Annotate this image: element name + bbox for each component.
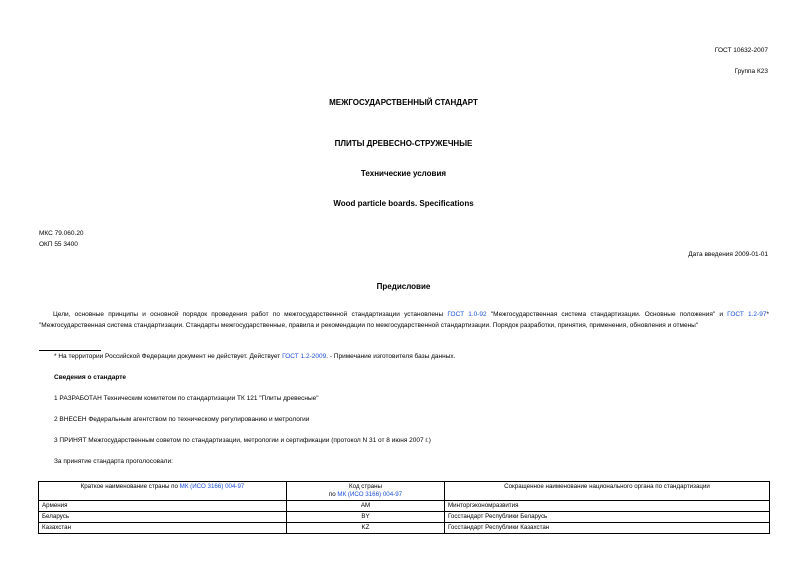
table-row <box>39 501 770 512</box>
preface-text-3: * "Межгосударственная система стандартизации. Стандарты межгосударственные, правила и рекомендации по межгосударственной стандартизации. Порядок разработки, принятия, применения, обновления и отмены" <box>39 311 769 329</box>
header-standards-body: Сокращенное наименование национального органа по стандартизации <box>445 482 770 501</box>
country-name: Армения <box>39 501 287 512</box>
doc-number: ГОСТ 10632-2007 <box>714 47 768 54</box>
document-title: ПЛИТЫ ДРЕВЕСНО-СТРУЖЕЧНЫЕ <box>334 139 473 148</box>
about-item-3: 3 ПРИНЯТ Межгосударственным советом по стандартизации, метрологии и сертификации (протокол N 31 от 8 июня 2007 г.) <box>54 437 431 444</box>
about-item-2: 2 ВНЕСЕН Федеральным агентством по техническому регулированию и метрологии <box>54 416 310 423</box>
table-row <box>39 512 770 523</box>
document-subtitle: Технические условия <box>360 169 447 178</box>
standards-body: Госстандарт Республики Казахстан <box>445 523 770 534</box>
document-title-english: Wood particle boards. Specifications <box>333 199 474 208</box>
country-name: Беларусь <box>39 512 287 523</box>
footnote-text-2: . - Примечание изготовителя базы данных. <box>326 353 456 360</box>
country-name: Казахстан <box>39 523 287 534</box>
link-mk-iso-3166-col2[interactable]: МК (ИСО 3166) 004-97 <box>337 491 403 498</box>
header-code-line1: Код страны <box>349 483 382 490</box>
group-code: Группа К23 <box>734 68 768 75</box>
link-gost-1-0-92[interactable]: ГОСТ 1.0-92 <box>447 311 487 318</box>
preface-text-1: Цели, основные принципы и основной порядок проведения работ по межгосударственной стандартизации установлены <box>53 311 448 318</box>
footnote-text-1: * На территории Российской Федерации документ не действует. Действует <box>54 353 283 360</box>
standard-type: МЕЖГОСУДАРСТВЕННЫЙ СТАНДАРТ <box>329 98 478 107</box>
footnote-separator <box>39 350 101 351</box>
about-heading: Сведения о стандарте <box>54 374 127 381</box>
preface-paragraph <box>39 309 769 331</box>
table-row <box>39 523 770 534</box>
countries-table <box>38 481 770 534</box>
header-country-text: Краткое наименование страны по <box>80 483 180 490</box>
header-country-code <box>287 482 445 501</box>
standards-body: Госстандарт Республики Беларусь <box>445 512 770 523</box>
standards-body: Минторгэкономразвития <box>445 501 770 512</box>
country-code: KZ <box>287 523 445 534</box>
preface-text-2: "Межгосударственная система стандартизации. Основные положения" и <box>486 311 728 318</box>
link-mk-iso-3166-col1[interactable]: МК (ИСО 3166) 004-97 <box>179 483 245 490</box>
country-code: BY <box>287 512 445 523</box>
footnote <box>54 353 455 360</box>
okp-code: ОКП 55 3400 <box>39 241 78 248</box>
preface-heading: Предисловие <box>376 282 431 291</box>
intro-date: Дата введения 2009-01-01 <box>688 251 768 258</box>
mks-code: МКС 79.060.20 <box>39 230 84 237</box>
header-code-text: по <box>328 491 338 498</box>
link-gost-1-2-2009[interactable]: ГОСТ 1.2-2009 <box>282 353 327 360</box>
about-item-1: 1 РАЗРАБОТАН Техническим комитетом по стандартизации ТК 121 "Плиты древесные" <box>54 395 319 402</box>
voted-label: За принятие стандарта проголосовали: <box>54 458 173 465</box>
table-header-row <box>39 482 770 501</box>
header-country-name <box>39 482 287 501</box>
country-code: AM <box>287 501 445 512</box>
link-gost-1-2-97[interactable]: ГОСТ 1.2-97 <box>727 311 767 318</box>
